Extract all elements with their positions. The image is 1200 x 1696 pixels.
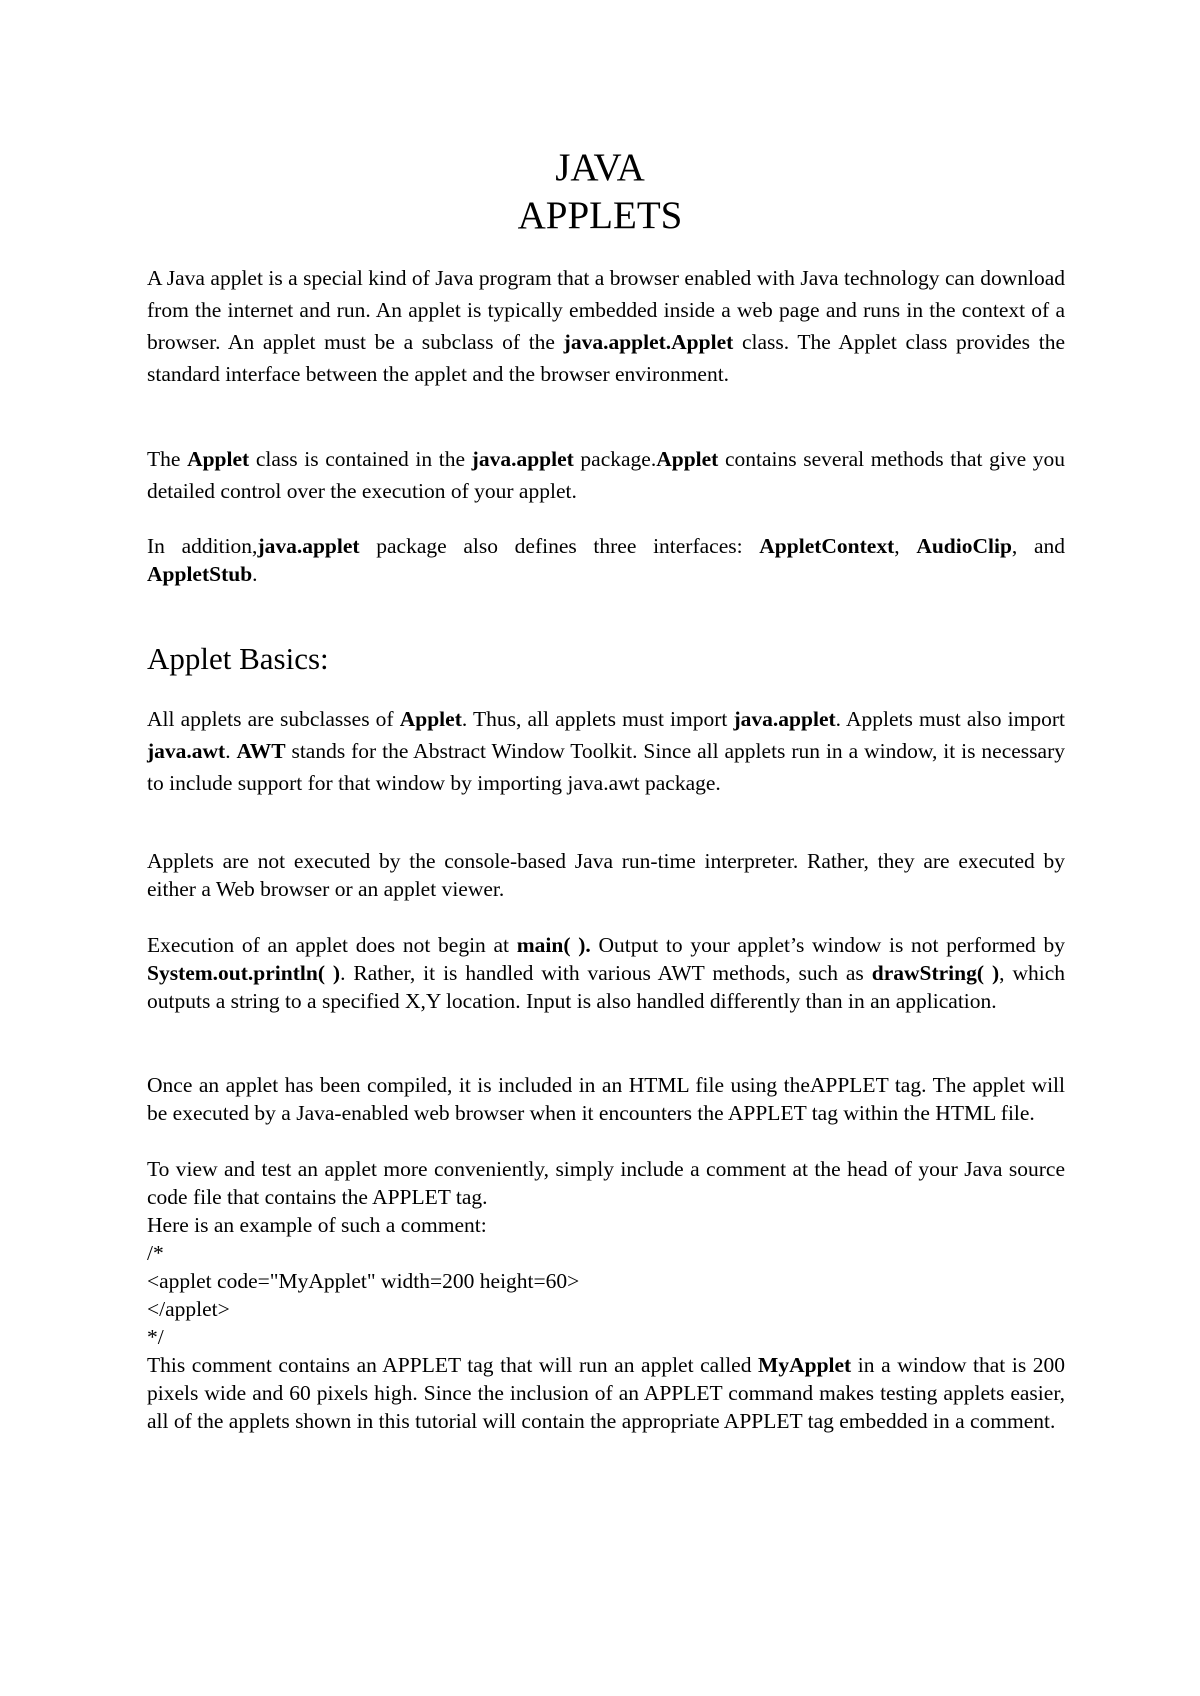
example-intro-line: Here is an example of such a comment: — [147, 1213, 487, 1237]
title-line-2: APPLETS — [517, 194, 683, 237]
applet-class-paragraph: The Applet class is contained in the java.applet package.Applet contains several methods that give you detailed control over the execution of your applet. — [147, 447, 1066, 503]
basics-paragraph: All applets are subclasses of Applet. Thus, all applets must import java.applet. Applets must also import java.awt. AWT stands for the Abstract Window Toolkit. Since all applets run in a window, it is necessary to include support for that window by importing java.awt package. — [147, 707, 1065, 795]
interfaces-paragraph: In addition,java.applet package also defines three interfaces: AppletContext, AudioClip, and AppletStub. — [147, 534, 1066, 586]
comment-explanation-paragraph: This comment contains an APPLET tag that will run an applet called MyApplet in a window that is 200 pixels wide and 60 pixels high. Since the inclusion of an APPLET command makes testing applets easier, all of the applets shown in this tutorial will contain the appropriate APPLET tag embedded in a comment. — [147, 1353, 1066, 1433]
main-method-paragraph: Execution of an applet does not begin at main( ). Output to your applet’s window is not performed by System.out.println( ). Rather, it is handled with various AWT methods, such as drawString( ), which outputs a string to a specified X,Y location. Input is also handled differently than in an application. — [147, 933, 1065, 1013]
code-line: */ — [147, 1325, 164, 1349]
intro-paragraph: A Java applet is a special kind of Java program that a browser enabled with Java technology can download from the internet and run. An applet is typically embedded inside a web page and runs in the context of a browser. An applet must be a subclass of the java.applet.Applet class. The Applet class provides the standard interface between the applet and the browser environment. — [147, 266, 1065, 386]
code-line: /* — [147, 1241, 164, 1265]
title-line-1: JAVA — [555, 146, 645, 189]
code-line: </applet> — [147, 1297, 230, 1321]
section-heading: Applet Basics: — [147, 641, 329, 676]
view-test-paragraph: To view and test an applet more conveniently, simply include a comment at the head of your Java source code file that contains the APPLET tag. — [147, 1157, 1065, 1209]
code-comment-block — [147, 1239, 1065, 1351]
execution-paragraph: Applets are not executed by the console-based Java run-time interpreter. Rather, they are executed by either a Web browser or an applet viewer. — [147, 849, 1065, 901]
code-line: <applet code="MyApplet" width=200 height=60> — [147, 1269, 580, 1293]
compile-paragraph: Once an applet has been compiled, it is included in an HTML file using theAPPLET tag. The applet will be executed by a Java-enabled web browser when it encounters the APPLET tag within the HTML file. — [147, 1073, 1065, 1125]
